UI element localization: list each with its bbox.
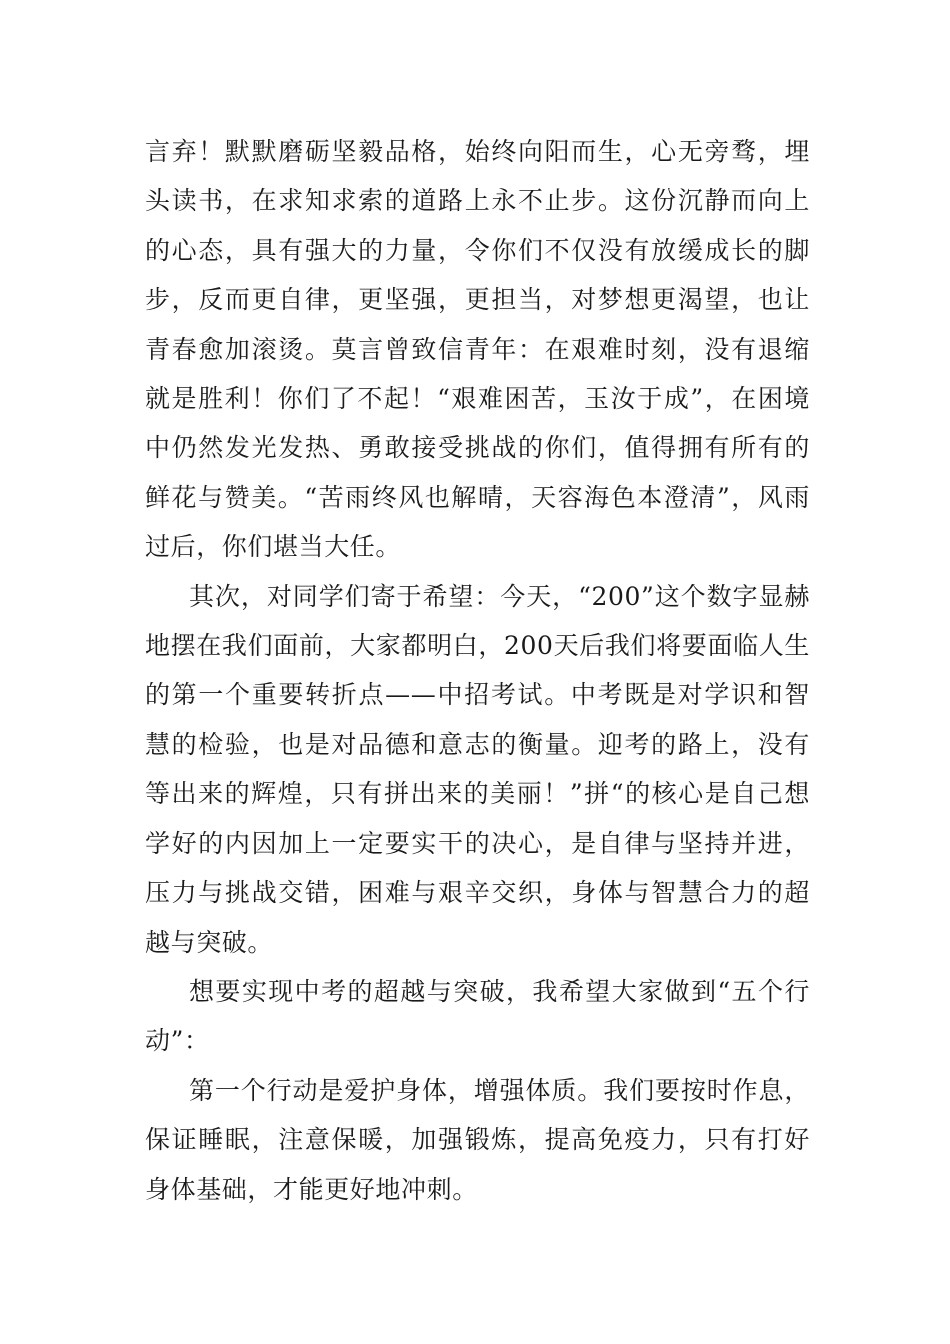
- paragraph-first-action: 第一个行动是爱护身体，增强体质。我们要按时作息，保证睡眠，注意保暖，加强锻炼，提高免疫力，只有打好身体基础，才能更好地冲刺。: [145, 1075, 810, 1204]
- document-body: [145, 127, 810, 1214]
- paragraph-continuation: 言弃！默默磨砺坚毅品格，始终向阳而生，心无旁骛，埋头读书，在求知求索的道路上永不止步。这份沉静而向上的心态，具有强大的力量，令你们不仅没有放缓成长的脚步，反而更自律，更坚强，更担当，对梦想更渴望，也让青春愈加滚烫。莫言曾致信青年：在艰难时刻，没有退缩就是胜利！你们了不起！“艰难困苦，玉汝于成”，在困境中仍然发光发热、勇敢接受挑战的你们，值得拥有所有的鲜花与赞美。“苦雨终风也解晴，天容海色本澄清”，风雨过后，你们堪当大任。: [145, 137, 810, 562]
- paragraph-five-actions-intro: 想要实现中考的超越与突破，我希望大家做到“五个行动”：: [145, 976, 810, 1056]
- paragraph-second-point: 其次，对同学们寄于希望：今天，“200”这个数字显赫地摆在我们面前，大家都明白，200天后我们将要面临人生的第一个重要转折点——中招考试。中考既是对学识和智慧的检验，也是对品德和意志的衡量。迎考的路上，没有等出来的辉煌，只有拼出来的美丽！”拼“的核心是自己想学好的内因加上一定要实干的决心，是自律与坚持并进，压力与挑战交错，困难与艰辛交织，身体与智慧合力的超越与突破。: [145, 581, 810, 957]
